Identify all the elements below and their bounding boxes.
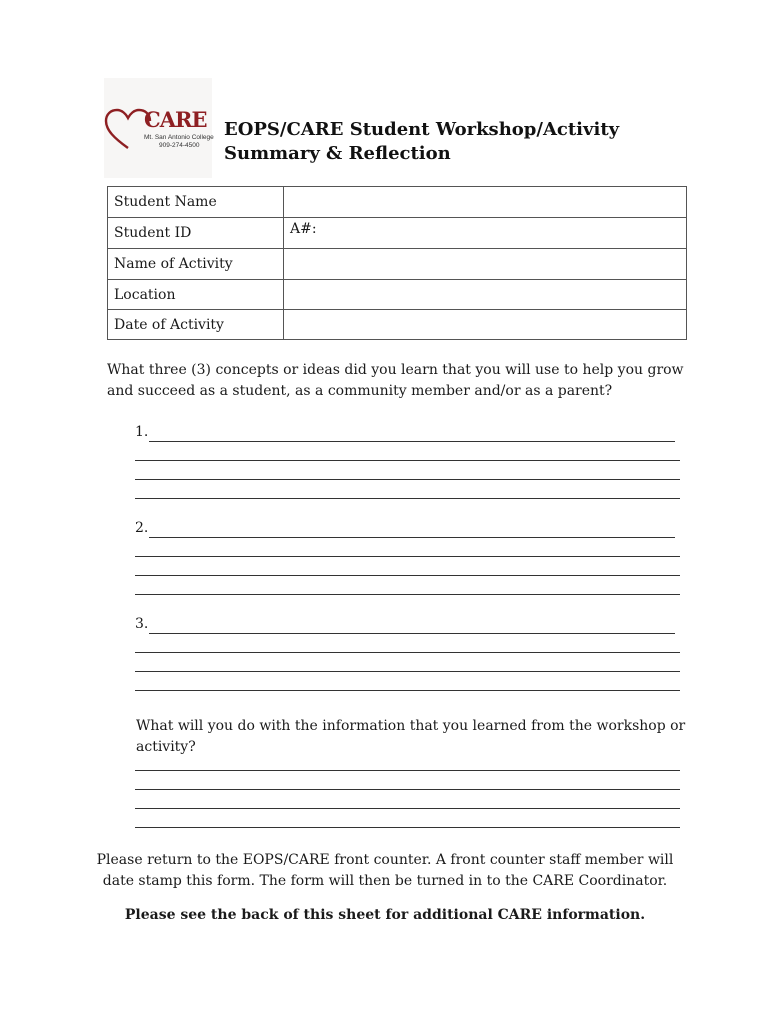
row-student-id [108,218,687,249]
care-logo [104,78,212,178]
answer-line[interactable] [149,537,675,538]
answer-line[interactable] [135,594,680,595]
answer-line[interactable] [135,556,680,557]
answer-item-3 [135,616,680,692]
answer-line[interactable] [135,690,680,691]
return-instructions [0,850,770,892]
label-student-name: Student Name [108,187,284,218]
question-usage: What will you do with the information that you learned from the workshop or activity? [136,718,686,755]
answer-block-usage [135,760,680,830]
item-number: 3. [135,616,149,632]
answer-line[interactable] [135,671,680,672]
label-activity-date: Date of Activity [108,310,284,340]
title-line-1: EOPS/CARE Student Workshop/Activity [224,119,620,140]
title-line-2: Summary & Reflection [224,143,451,164]
answer-item-2 [135,520,680,596]
answer-line[interactable] [135,827,680,828]
back-sheet-note: Please see the back of this sheet for additional CARE information. [124,907,646,923]
field-activity-date[interactable] [284,310,687,340]
field-activity-name[interactable] [284,249,687,280]
answer-line[interactable] [149,633,675,634]
row-activity-date [108,310,687,340]
answer-line[interactable] [135,652,680,653]
answer-line[interactable] [135,498,680,499]
item-number: 1. [135,424,149,440]
row-activity-name [108,249,687,280]
answer-line[interactable] [135,789,680,790]
answer-line[interactable] [135,770,680,771]
label-location: Location [108,280,284,310]
field-location[interactable] [284,280,687,310]
field-student-name[interactable] [284,187,687,218]
row-location [108,280,687,310]
logo-word: CARE [144,107,207,132]
answer-line[interactable] [135,575,680,576]
page-title [224,118,619,166]
question-concepts: What three (3) concepts or ideas did you learn that you will use to help you grow and succeed as a student, as a community member and/or as a parent? [107,362,684,399]
student-info-table [107,186,687,340]
return-text: Please return to the EOPS/CARE front counter. A front counter staff member will date stamp this form. The form will then be turned in to the CARE Coordinator. [96,852,674,889]
item-number: 2. [135,520,149,536]
answer-item-1 [135,424,680,500]
answer-line[interactable] [135,479,680,480]
answer-line[interactable] [135,808,680,809]
label-activity-name: Name of Activity [108,249,284,280]
field-student-id[interactable]: A#: [284,218,687,249]
row-student-name [108,187,687,218]
answer-line[interactable] [149,441,675,442]
label-student-id: Student ID [108,218,284,249]
logo-phone: 909-274-4500 [159,142,200,149]
answer-line[interactable] [135,460,680,461]
logo-college: Mt. San Antonio College [144,134,214,141]
